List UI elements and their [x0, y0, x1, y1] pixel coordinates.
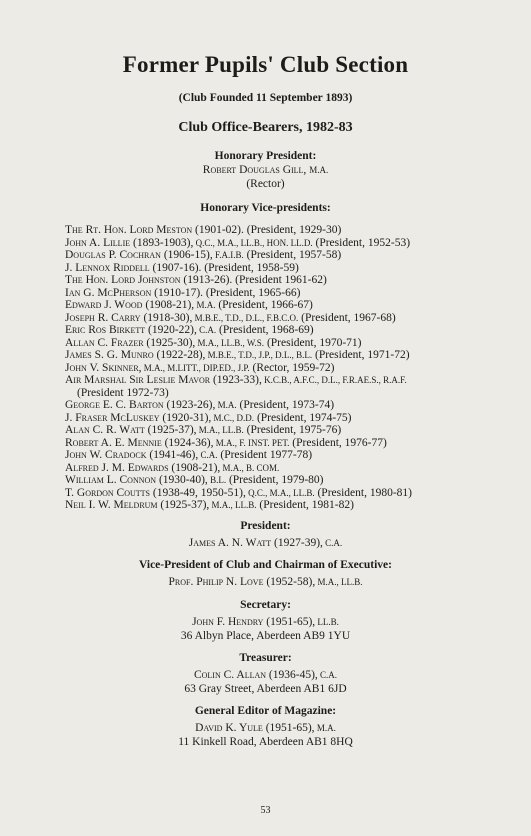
vice-president-role: (President, 1974-75) [254, 411, 352, 424]
vice-president-years: (1925-37), [157, 499, 210, 511]
vice-president-years: (1952-58), [263, 576, 316, 588]
page-title: Former Pupils' Club Section [122, 52, 409, 77]
vice-president-quals: M.B.E., T.D., D.L., F.B.C.O. [192, 312, 299, 323]
vice-president-name: Ian G. McPherson [65, 286, 152, 299]
vice-president-name: Air Marshal Sir Leslie Mavor [65, 374, 211, 386]
vice-president-name: Robert A. E. Mennie [65, 436, 162, 449]
hon-president-name: Robert Douglas Gill, [202, 164, 307, 176]
vice-president-entry [65, 224, 515, 237]
vice-president-name: Prof. Philip N. Love [168, 576, 264, 588]
vice-president-years: (1907-16). [149, 261, 202, 274]
editor-label: General Editor of Magazine: [194, 705, 337, 717]
page-number: 53 [260, 805, 271, 816]
vice-president-quals: M.C., D.D. [211, 412, 255, 423]
vice-president-entry [65, 474, 515, 487]
president-quals: C.A. [322, 538, 343, 548]
vice-president-entry [65, 362, 515, 375]
vice-president-years: (1893-1903), [130, 236, 194, 249]
vice-president-name: Alan C. R. Watt [65, 424, 145, 436]
vice-president-role: (President, 1980-81) [314, 486, 413, 499]
vice-president-quals: B.L. [207, 475, 227, 485]
editor-address: 11 Kinkell Road, Aberdeen AB1 8HQ [178, 736, 353, 748]
editor-quals: M.A. [314, 723, 336, 733]
treasurer-address: 63 Gray Street, Aberdeen AB1 6JD [184, 683, 347, 695]
president-block [0, 519, 531, 550]
vice-president-role: (President, 1968-69) [216, 324, 314, 336]
vice-president-role: (President 1977-78) [217, 449, 313, 461]
vice-president-years: (1941-46), [146, 449, 199, 461]
vice-president-name: J. Lennox Riddell [65, 261, 150, 274]
vice-president-name: Douglas P. Cochran [65, 249, 161, 261]
vice-president-years: (1930-40), [156, 474, 208, 486]
secretary-line [0, 615, 531, 629]
president-years: (1927-39), [271, 537, 323, 549]
vice-president-role: (President, 1981-82) [256, 499, 354, 511]
vice-president-entry [65, 337, 515, 350]
vice-president-years: (1910-17). [151, 286, 204, 299]
club-founded-note: (Club Founded 11 September 1893) [178, 92, 353, 104]
vice-president-quals: C.A. [196, 325, 217, 335]
vice-president-quals: K.C.B., A.F.C., D.L., F.R.AE.S., R.A.F. [261, 375, 407, 385]
hon-president-note: (Rector) [246, 178, 285, 190]
secretary-name: John F. Hendry [192, 616, 264, 628]
vice-president-years: (1920-22), [145, 324, 197, 336]
secretary-label: Secretary: [240, 599, 291, 611]
vice-president-entry [65, 274, 515, 287]
vice-president-entry [65, 399, 515, 412]
treasurer-label: Treasurer: [239, 652, 292, 664]
editor-block [0, 704, 531, 749]
vice-president-quals: M.A., LL.B., W.S. [195, 337, 265, 348]
vice-president-name: James S. G. Munro [65, 349, 154, 361]
vice-president-block [0, 558, 531, 589]
vice-president-name: Edward J. Wood [65, 299, 143, 311]
president-line [0, 536, 531, 550]
vice-president-name: The Rt. Hon. Lord Meston [65, 224, 193, 236]
secretary-block [0, 598, 531, 643]
vice-president-role: (President, 1967-68) [298, 311, 396, 324]
vice-president-years: (1925-37), [144, 424, 197, 436]
office-bearers-heading: Club Office-Bearers, 1982-83 [178, 120, 353, 135]
vice-president-entry [65, 449, 515, 462]
president-name: James A. N. Watt [188, 537, 272, 549]
hon-president-label: Honorary President: [214, 150, 317, 162]
vice-president-name: Alfred J. M. Edwards [65, 461, 169, 474]
vice-president-quals: M.A., B. COM. [220, 462, 280, 473]
vice-president-quals: F.A.I.B. [212, 250, 244, 260]
vice-president-role: (President, 1975-76) [243, 424, 342, 436]
vice-president-entry [65, 237, 515, 250]
vice-president-quals: M.A., LL.B. [315, 577, 363, 587]
vice-president-entry [65, 412, 515, 425]
vice-president-role: (President, 1971-72) [312, 349, 410, 361]
vice-president-role: (President 1961-62) [232, 274, 327, 286]
vice-president-entry [65, 349, 515, 362]
treasurer-line [0, 668, 531, 682]
vice-president-name: Neil I. W. Meldrum [65, 499, 158, 511]
vice-president-name: John V. Skinner, [65, 361, 142, 374]
vice-president-quals: M.B.E., T.D., J.P., D.L., B.L. [205, 350, 313, 360]
secretary-address: 36 Albyn Place, Aberdeen AB9 1YU [180, 630, 351, 642]
vice-president-years: (1908-21), [168, 461, 221, 474]
vice-president-name: T. Gordon Coutts [65, 486, 150, 499]
vice-president-name: J. Fraser McLuskey [65, 411, 160, 424]
hon-president-block [0, 149, 531, 191]
vice-president-years: (1918-30), [140, 311, 193, 324]
vice-president-label: Vice-President of Club and Chairman of Executive: [139, 559, 392, 571]
vice-presidents-list [65, 224, 515, 512]
vice-president-entry [65, 499, 515, 512]
vice-president-entry-continuation: (President 1972-73) [77, 386, 169, 399]
secretary-years: (1951-65), [263, 616, 316, 628]
hon-president-name-line [0, 163, 531, 177]
treasurer-block [0, 651, 531, 696]
vice-president-entry [65, 424, 515, 437]
vice-president-entry [65, 249, 515, 262]
vice-president-name: John W. Cradock [65, 449, 147, 461]
secretary-quals: LL.B. [315, 617, 339, 627]
vice-president-entry [65, 262, 515, 275]
vice-president-quals: M.A. [194, 300, 216, 310]
vice-president-role: (President, 1929-30) [243, 224, 342, 236]
vice-president-name: William L. Connon [65, 474, 157, 486]
vice-president-name: George E. C. Barton [65, 399, 164, 411]
vice-president-years: (1920-31), [159, 411, 212, 424]
vice-president-name: Allan C. Frazer [65, 336, 144, 349]
treasurer-name: Colin C. Allan [193, 669, 267, 681]
vice-president-entry [65, 462, 515, 475]
vice-president-quals: Q.C., M.A., LL.B. [245, 487, 315, 498]
vice-president-years: (1923-33), [210, 374, 262, 386]
vice-president-role: (President, 1957-58) [243, 249, 342, 261]
vice-president-quals: M.A., LL.B. [209, 500, 257, 510]
vice-president-quals: M.A., F. INST. PET. [213, 437, 290, 448]
vice-president-entry [65, 437, 515, 450]
vice-president-role: (President, 1966-67) [215, 299, 313, 311]
vice-president-entry [65, 312, 515, 325]
editor-name: David K. Yule [195, 722, 263, 734]
vice-president-role: (President, 1973-74) [236, 399, 335, 411]
vice-president-quals: M.A. [215, 400, 237, 410]
vice-president-years: (1923-26), [163, 399, 216, 411]
vice-president-entry [65, 374, 515, 387]
vice-president-quals: Q.C., M.A., LL.B., HON. LL.D. [193, 237, 313, 248]
vice-president-role: (President, 1976-77) [289, 436, 387, 449]
vice-president-line [0, 575, 531, 589]
vice-president-name: The Hon. Lord Johnston [65, 274, 181, 286]
vice-president-role: (President, 1958-59) [201, 261, 299, 274]
vice-president-entry [65, 299, 515, 312]
vice-president-entry [65, 324, 515, 337]
editor-line [0, 721, 531, 735]
vice-president-name: John A. Lillie [65, 236, 131, 249]
editor-years: (1951-65), [262, 722, 315, 734]
president-label: President: [240, 520, 291, 532]
vice-president-role: (President, 1979-80) [226, 474, 324, 486]
hon-vp-label: Honorary Vice-presidents: [200, 202, 331, 214]
vice-president-role: (Rector, 1959-72) [249, 361, 335, 374]
vice-president-role: (President, 1965-66) [203, 286, 301, 299]
vice-president-years: (1906-15), [160, 249, 213, 261]
vice-president-entry [65, 287, 515, 300]
vice-president-years: (1922-28), [153, 349, 206, 361]
vice-president-name: Eric Ros Birkett [65, 324, 146, 336]
vice-president-quals: M.A., M.LITT., DIP.ED., J.P. [141, 362, 250, 373]
vice-president-years: (1924-36), [161, 436, 214, 449]
vice-president-years: (1925-30), [143, 336, 196, 349]
vice-president-quals: M.A., LL.B. [196, 425, 244, 435]
treasurer-years: (1936-45), [266, 669, 318, 681]
vice-president-years: (1938-49, 1950-51), [150, 486, 246, 499]
vice-president-years: (1908-21), [142, 299, 195, 311]
vice-president-quals: C.A. [198, 450, 218, 460]
treasurer-quals: C.A. [317, 670, 338, 680]
vice-president-name: Joseph R. Carry [65, 311, 141, 324]
vice-president-years: (1901-02). [192, 224, 244, 236]
vice-president-years: (1913-26). [180, 274, 233, 286]
hon-president-quals: M.A. [309, 165, 329, 175]
vice-president-role: (President, 1952-53) [312, 236, 411, 249]
vice-president-role: (President, 1970-71) [264, 336, 362, 349]
vice-president-entry [65, 487, 515, 500]
